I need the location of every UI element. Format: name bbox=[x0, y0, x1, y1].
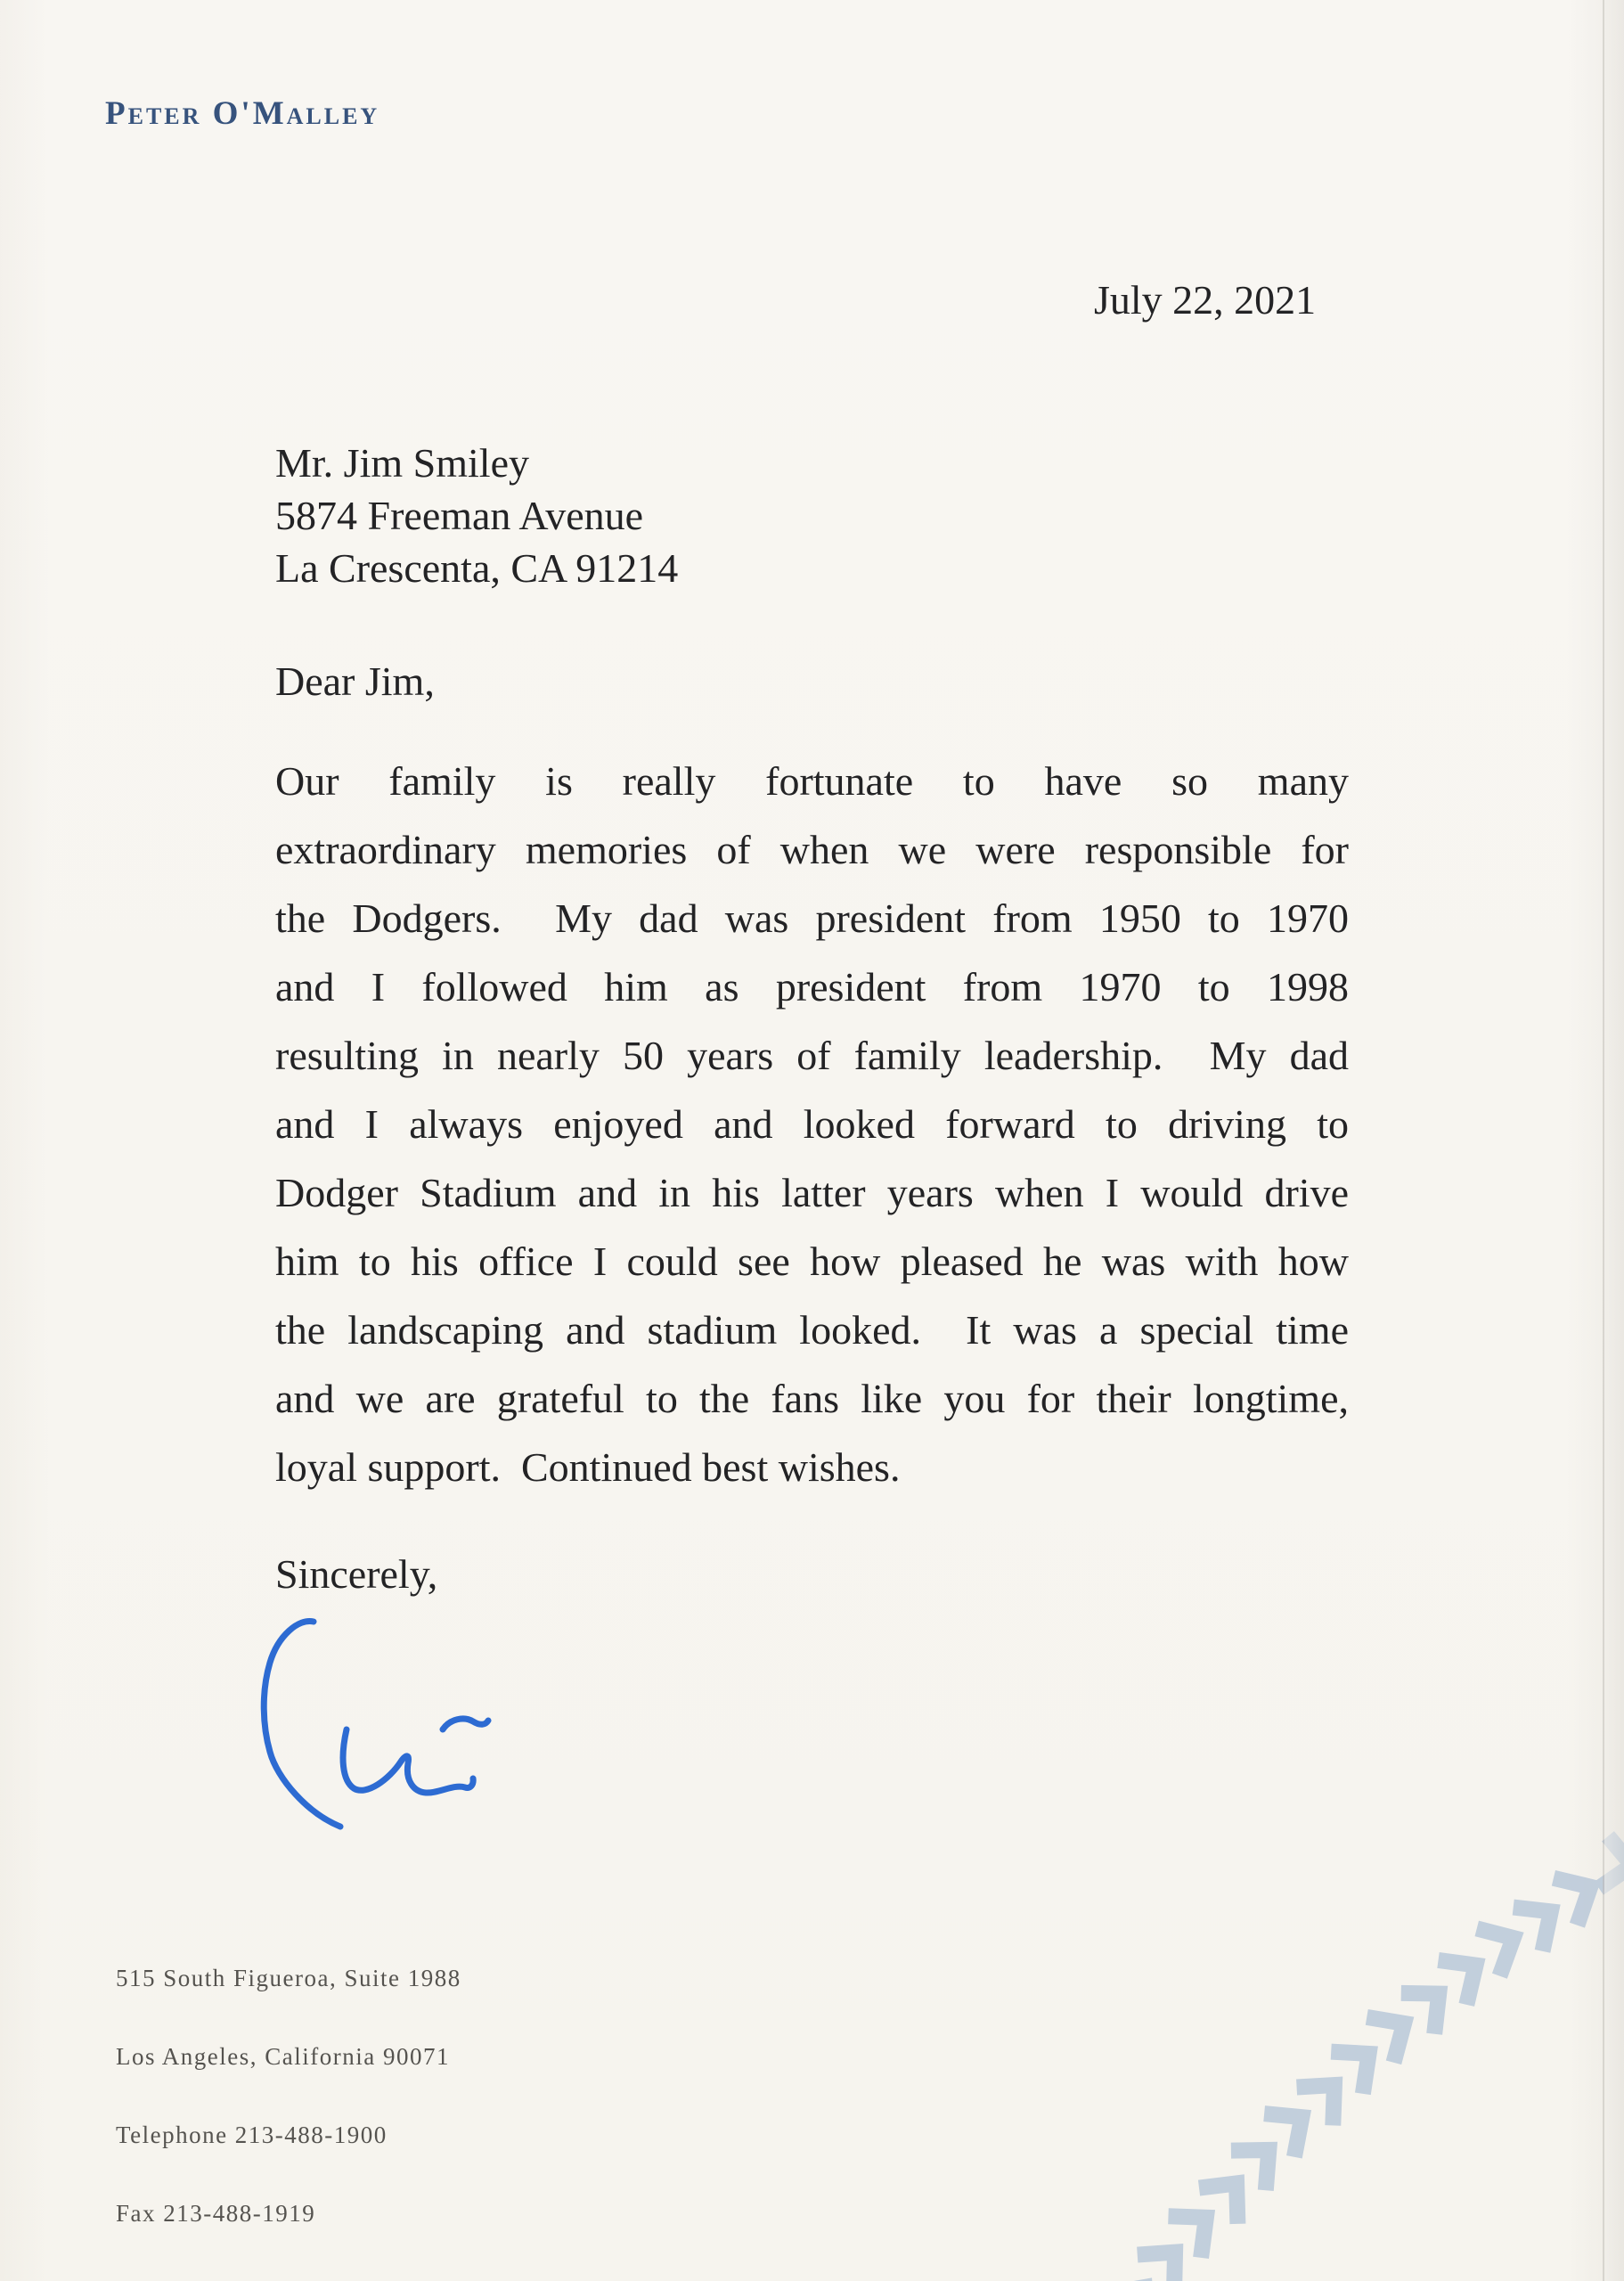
footer-line: Los Angeles, California 90071 bbox=[116, 2043, 450, 2070]
recipient-address-block bbox=[275, 437, 678, 594]
baseball-stitch-mark bbox=[1105, 2272, 1165, 2281]
body-text-line: Dodger Stadium and in his latter years when I would drive bbox=[275, 1170, 1349, 1215]
body-text-line: him to his office I could see how pleased he was with how bbox=[275, 1239, 1349, 1284]
footer-line: 515 South Figueroa, Suite 1988 bbox=[116, 1965, 461, 1991]
footer-line: Fax 213-488-1919 bbox=[116, 2200, 316, 2227]
closing: Sincerely, bbox=[275, 1551, 438, 1597]
body-text-line: resulting in nearly 50 years of family leadership. My dad bbox=[275, 1033, 1349, 1078]
body-text-line: and I followed him as president from 1970 to 1998 bbox=[275, 964, 1349, 1010]
body-text-line: the Dodgers. My dad was president from 1950 to 1970 bbox=[275, 895, 1349, 941]
scan-edge-shadow bbox=[1604, 0, 1624, 2281]
body-text-line: extraordinary memories of when we were responsible for bbox=[275, 827, 1349, 872]
baseball-stitch-mark bbox=[1473, 1915, 1526, 1976]
baseball-stitch-mark bbox=[1134, 2235, 1194, 2281]
letter-body bbox=[275, 747, 1349, 1501]
baseball-stitch-mark bbox=[1228, 2131, 1287, 2190]
baseball-stitch-mark bbox=[1363, 2001, 1419, 2062]
salutation: Dear Jim, bbox=[275, 658, 435, 704]
recipient-line: Mr. Jim Smiley bbox=[275, 440, 529, 486]
baseball-stitch-mark bbox=[1261, 2097, 1318, 2157]
baseball-stitch-mark bbox=[1435, 1944, 1492, 2005]
baseball-stitch-mark bbox=[1398, 1974, 1457, 2034]
letterhead-name: Peter O'Malley bbox=[105, 95, 380, 132]
body-text-line: and I always enjoyed and looked forward to driving to bbox=[275, 1101, 1349, 1147]
body-text-line: the landscaping and stadium looked. It was a special time bbox=[275, 1307, 1349, 1353]
baseball-stitches-decoration bbox=[1105, 1835, 1624, 2281]
body-text-line: loyal support. Continued best wishes. bbox=[275, 1444, 901, 1490]
letter-date: July 22, 2021 bbox=[1094, 277, 1317, 323]
handwritten-signature bbox=[264, 1621, 488, 1827]
footer-line: Telephone 213-488-1900 bbox=[116, 2122, 388, 2148]
recipient-line: La Crescenta, CA 91214 bbox=[275, 545, 679, 591]
baseball-stitch-mark bbox=[1196, 2167, 1257, 2224]
body-text-line: Our family is really fortunate to have so many bbox=[275, 758, 1349, 804]
recipient-line: 5874 Freeman Avenue bbox=[275, 493, 644, 538]
baseball-stitch-mark bbox=[1165, 2198, 1224, 2258]
footer-address-block bbox=[116, 1939, 461, 2252]
baseball-stitch-mark bbox=[1550, 1864, 1604, 1925]
baseball-stitch-mark bbox=[1510, 1891, 1567, 1951]
baseball-stitch-mark bbox=[1293, 2067, 1353, 2125]
body-text-line: and we are grateful to the fans like you for their longtime, bbox=[275, 1376, 1349, 1421]
baseball-stitch-mark bbox=[1327, 2034, 1385, 2094]
